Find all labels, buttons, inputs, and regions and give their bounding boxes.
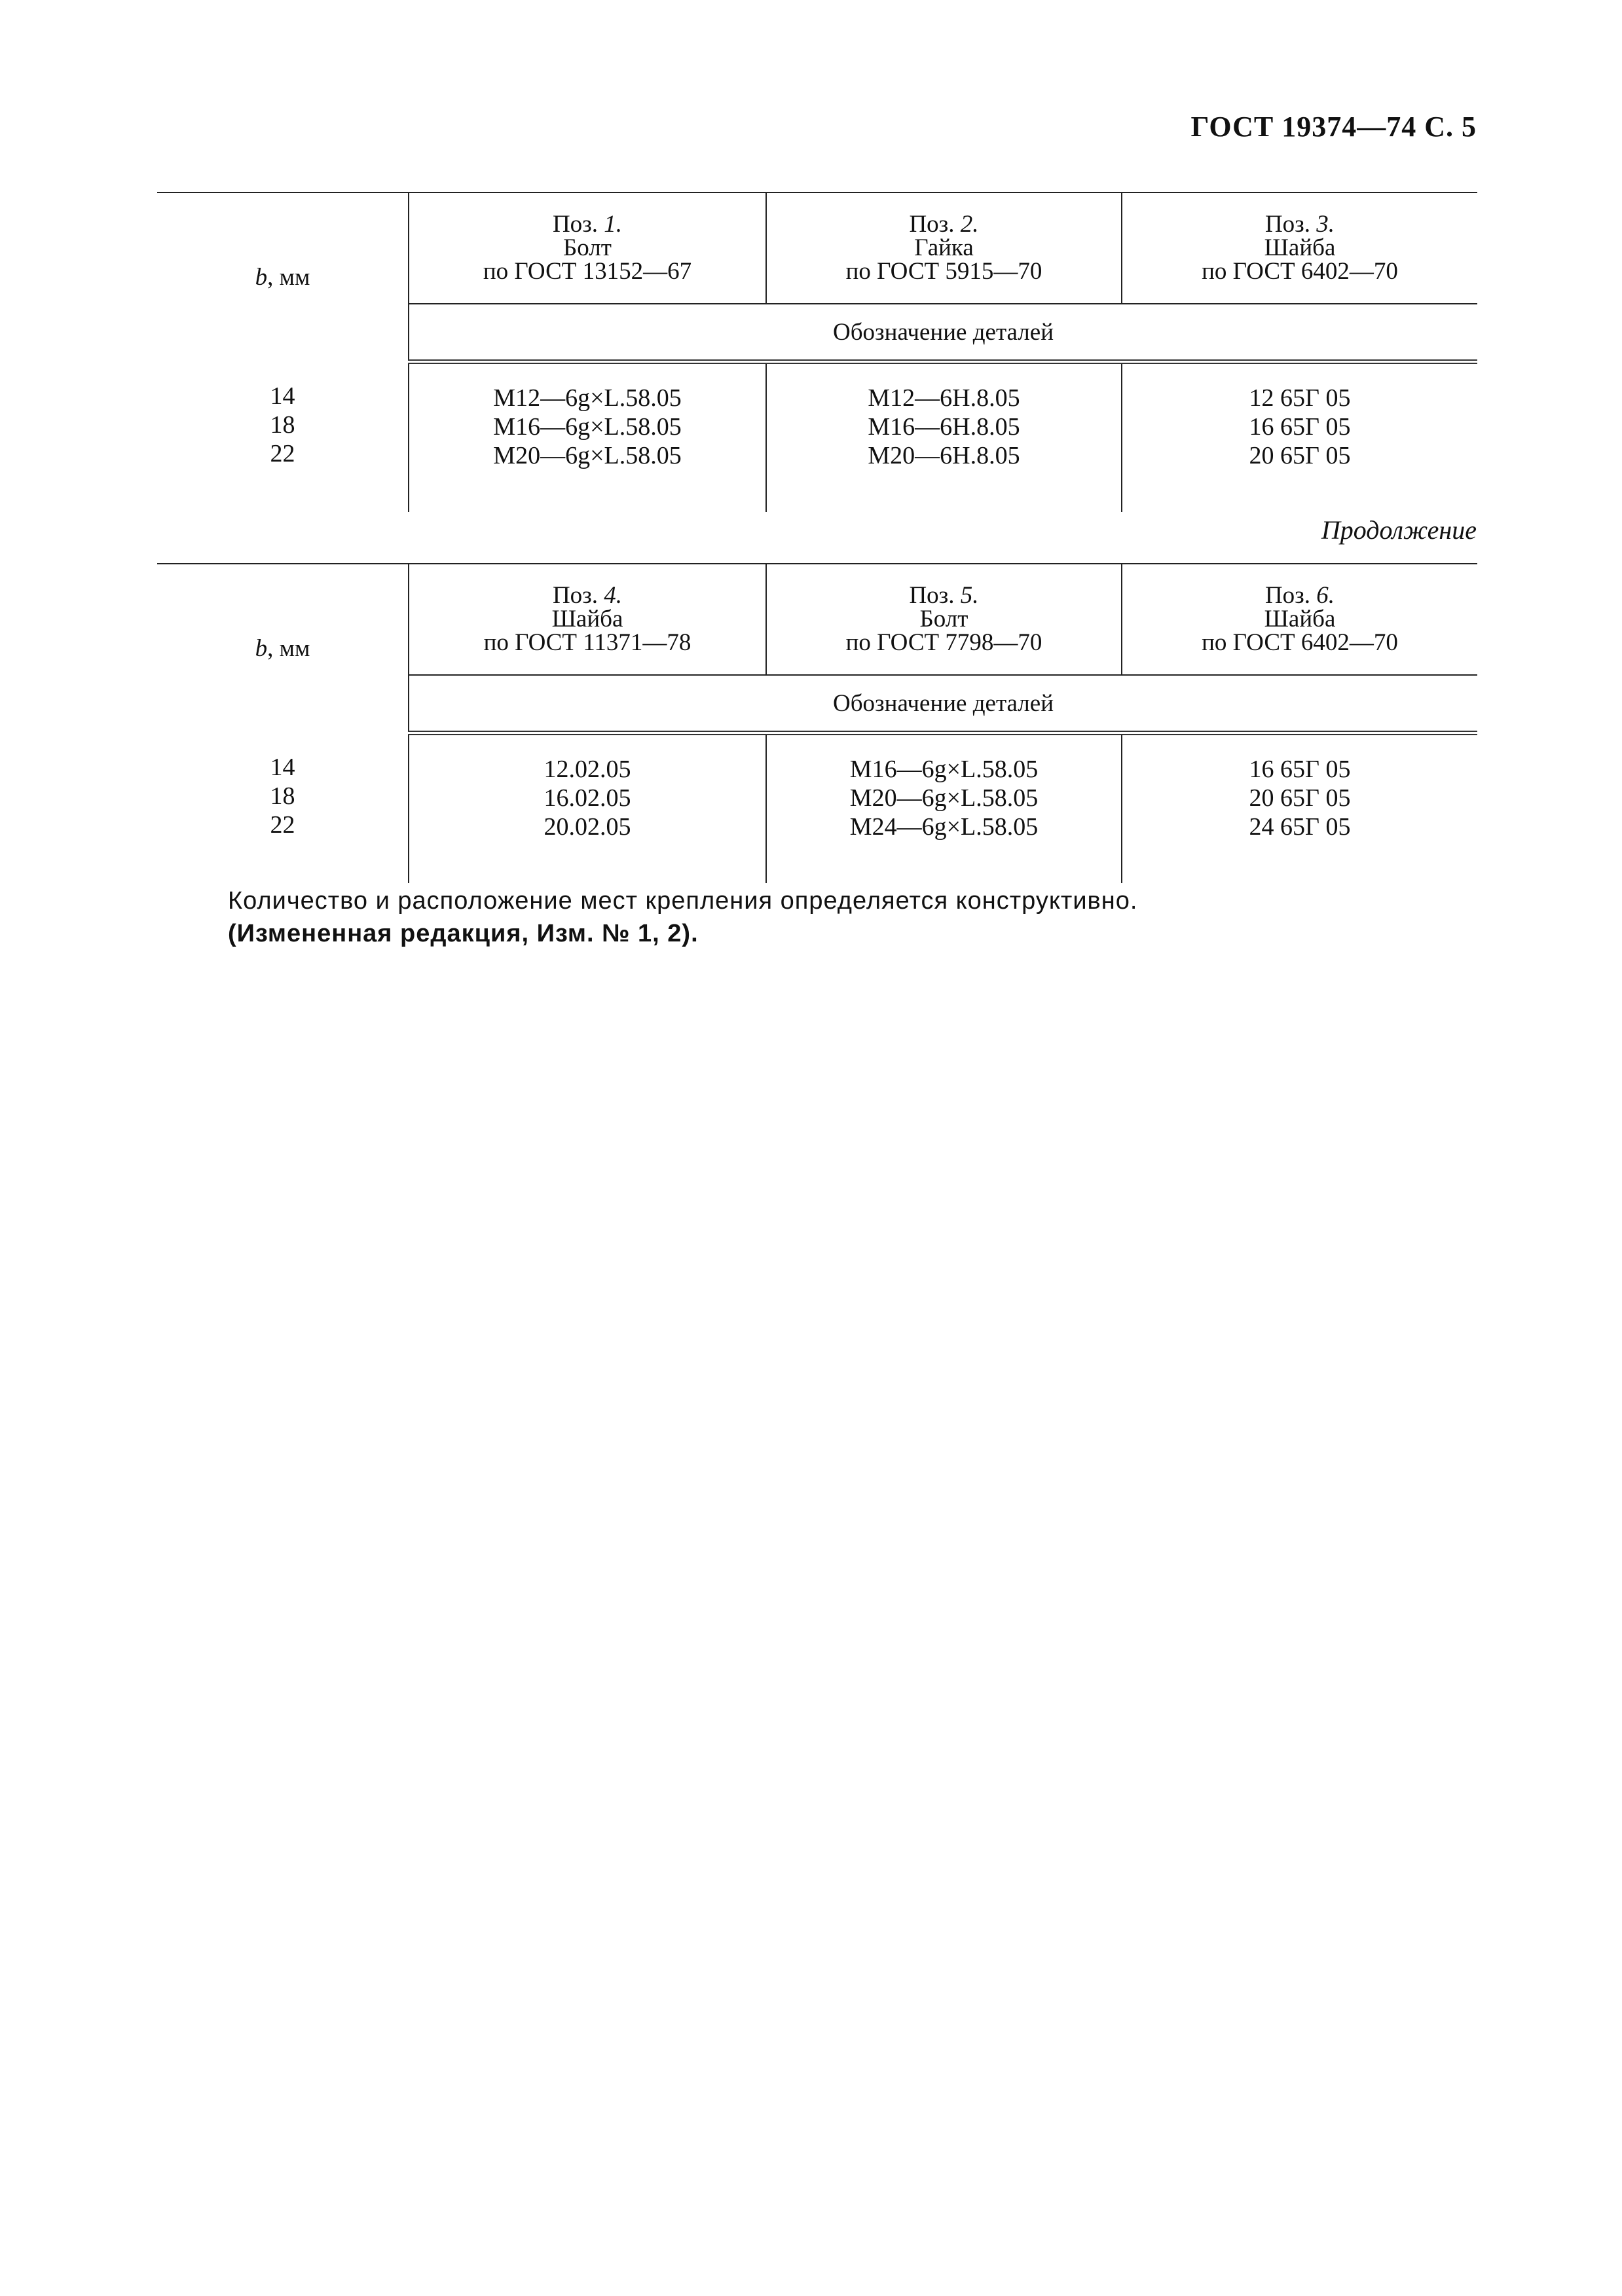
mounting-note: Количество и расположение мест крепления определяется конструктивно. (228, 887, 1138, 915)
col-header-pos-5: Поз. 5. Болт по ГОСТ 7798—70 (766, 564, 1122, 675)
b-column-header: b, мм (157, 564, 409, 733)
subheader-designation: Обозначение деталей (409, 675, 1477, 733)
page-header: ГОСТ 19374—74 С. 5 (1190, 111, 1477, 143)
col-header-pos-2: Поз. 2. Гайка по ГОСТ 5915—70 (766, 192, 1122, 304)
col-header-pos-4: Поз. 4. Шайба по ГОСТ 11371—78 (409, 564, 766, 675)
col-header-pos-1: Поз. 1. Болт по ГОСТ 13152—67 (409, 192, 766, 304)
table-row (157, 733, 1477, 884)
b-values: 14 18 22 (157, 362, 409, 513)
pos-1-values: M12—6g×L.58.05 M16—6g×L.58.05 M20—6g×L.58.05 (409, 362, 766, 513)
b-column-header: b, мм (157, 192, 409, 362)
table-row (157, 362, 1477, 513)
revision-note: (Измененная редакция, Изм. № 1, 2). (228, 920, 699, 947)
pos-4-values: 12.02.05 16.02.05 20.02.05 (409, 733, 766, 884)
pos-5-values: M16—6g×L.58.05 M20—6g×L.58.05 M24—6g×L.58.05 (766, 733, 1122, 884)
parts-table-2 (157, 563, 1477, 883)
continuation-label: Продолжение (1321, 515, 1477, 545)
pos-3-values: 12 65Г 05 16 65Г 05 20 65Г 05 (1249, 384, 1351, 469)
parts-table-1 (157, 192, 1477, 512)
col-header-pos-6: Поз. 6. Шайба по ГОСТ 6402—70 (1122, 564, 1477, 675)
pos-6-values: 16 65Г 05 20 65Г 05 24 65Г 05 (1249, 756, 1351, 841)
pos-2-values: M12—6H.8.05 M16—6H.8.05 M20—6H.8.05 (766, 362, 1122, 513)
b-values: 14 18 22 (157, 733, 409, 884)
col-header-pos-3: Поз. 3. Шайба по ГОСТ 6402—70 (1122, 192, 1477, 304)
subheader-designation: Обозначение деталей (409, 304, 1477, 362)
